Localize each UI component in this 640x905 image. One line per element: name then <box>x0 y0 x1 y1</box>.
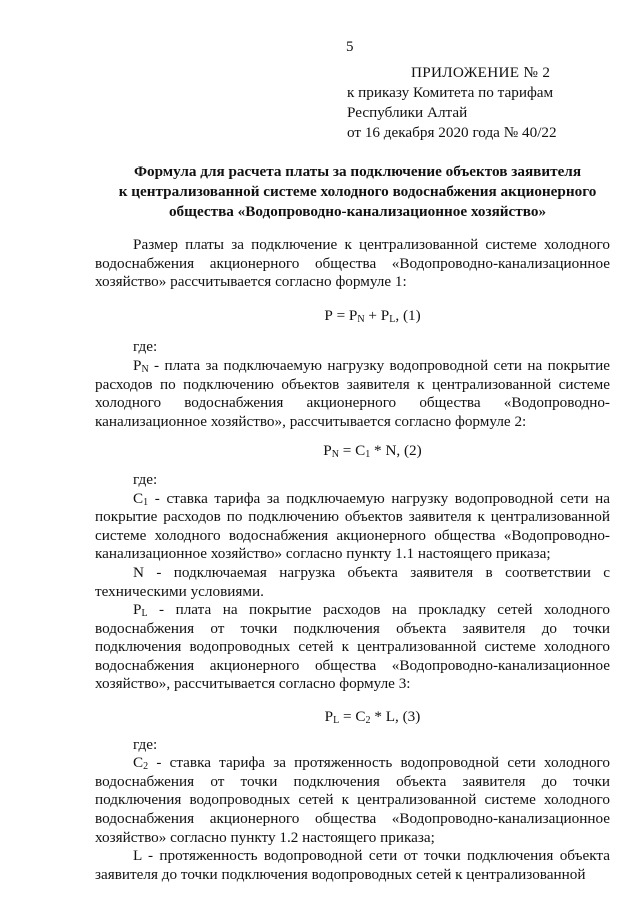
heading-line-1: Формула для расчета платы за подключение объектов заявителя <box>133 163 582 180</box>
where-label-2: где: <box>133 470 158 488</box>
where-label-1: где: <box>133 338 158 356</box>
where-label-3: где: <box>133 735 158 753</box>
intro-paragraph: Размер платы за подключение к централизованной системе холодного водоснабжения акционерного общества «Водопроводно-канализационное хозяйство» рассчитывается согласно формуле 1: <box>95 236 610 291</box>
approval-line-1: к приказу Комитета по тарифам <box>347 84 554 101</box>
heading-line-3: общества «Водопроводно-канализационное хозяйство» <box>168 203 547 220</box>
formula-2: $Р_N = С_1 * N$, (2) <box>323 442 422 461</box>
heading-line-2: к централизованной системе холодного водоснабжения акционерного <box>118 183 597 200</box>
document-body <box>95 236 610 884</box>
approval-block <box>347 63 632 143</box>
definition-pl: $Р_L$ - плата на покрытие расходов на прокладку сетей холодного водоснабжения от точки подключения объекта заявителя до точки подключения водопроводных сетей к централизованной системе холодного водоснабжения акционерного общества «Водопроводно-канализационное хозяйство», рассчитывается согласно формуле 3: <box>95 601 610 693</box>
definition-n: N - подключаемая нагрузка объекта заявителя в соответствии с техническими условиями. <box>95 563 610 600</box>
definition-pn: $Р_N$ - плата за подключаемую нагрузку водопроводной сети на покрытие расходов по подключению объектов заявителя к централизованной системе холодного водоснабжения акционерного общества «Водопроводно-канализационное хозяйство», рассчитывается согласно формуле 2: <box>95 356 610 430</box>
formula-1: $Р = Р_N + Р_L$, (1) <box>324 306 421 325</box>
definition-l: L - протяженность водопроводной сети от точки подключения объекта заявителя до точки подключения водопроводных сетей к централизованной <box>95 847 610 883</box>
formula-3: $Р_L = С_2 * L$, (3) <box>324 708 421 727</box>
approval-line-3: от 16 декабря 2020 года № 40/22 <box>347 124 557 141</box>
page-number: 5 <box>346 39 354 55</box>
document-heading <box>95 162 620 222</box>
definition-c2: $С_2$ - ставка тарифа за протяженность водопроводной сети холодного водоснабжения от точки подключения объекта заявителя до точки подключения водопроводных сетей к централизованной системе холодного водоснабжения акционерного общества «Водопроводно-канализационное хозяйство» согласно пункту 1.2 настоящего приказа; <box>95 754 610 846</box>
approval-line-2: Республики Алтай <box>347 104 468 121</box>
appendix-title: ПРИЛОЖЕНИЕ № 2 <box>411 64 551 81</box>
definition-c1: $С_1$ - ставка тарифа за подключаемую нагрузку водопроводной сети на покрытие расходов по подключению объектов заявителя к централизованной системе холодного водоснабжения акционерного общества «Водопроводно-канализационное хозяйство» согласно пункту 1.1 настоящего приказа; <box>95 489 610 563</box>
